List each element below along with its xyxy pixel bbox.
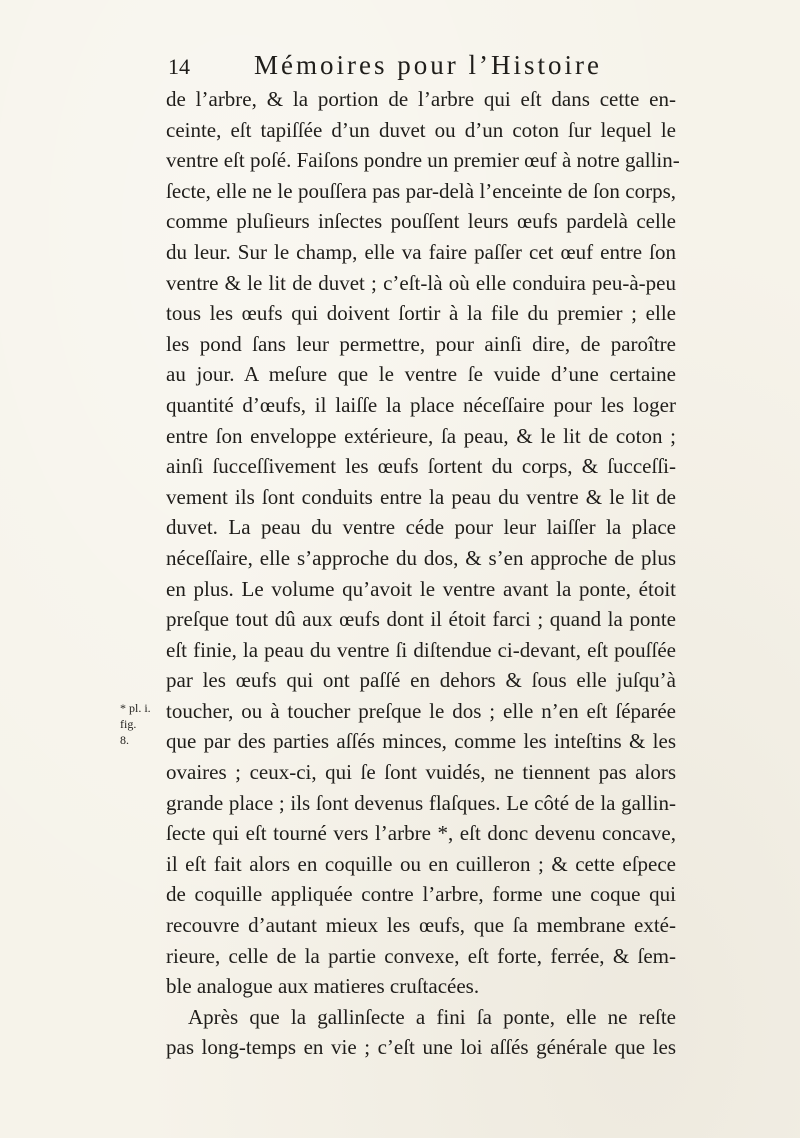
text-line: de l’arbre, & la portion de l’arbre qui eſt dans cette en- [166, 87, 676, 111]
text-line: duvet. La peau du ventre céde pour leur laiſſer la place [166, 515, 676, 540]
text-line: quantité d’œufs, il laiſſe la place néceſſaire pour les loger [166, 392, 676, 417]
text-line: vement ils ſont conduits entre la peau du ventre & le lit de [166, 484, 676, 509]
text-line: rieure, celle de la partie convexe, eſt forte, ferrée, & ſem- [166, 943, 676, 968]
text-line: ventre & le lit de duvet ; c’eſt-là où elle conduira peu-à-peu [166, 270, 676, 295]
text-line: ovaires ; ceux-ci, qui ſe ſont vuidés, ne tiennent pas alors [166, 760, 676, 785]
text-line: néceſſaire, elle s’approche du dos, & s’en approche de plus [166, 545, 676, 570]
text-line: Après que la gallinſecte a fini ſa ponte, elle ne reſte [188, 1004, 676, 1029]
text-line: au jour. A meſure que le ventre ſe vuide d’une certaine [166, 362, 676, 387]
text-line: de coquille appliquée contre l’arbre, forme une coque qui [166, 882, 676, 907]
text-line: preſque tout dû aux œufs dont il étoit farci ; quand la ponte [166, 607, 676, 632]
text-line: grande place ; ils ſont devenus flaſques. Le côté de la gallin- [166, 790, 676, 815]
text-line: par les œufs qui ont paſſé en dehors & ſous elle juſqu’à [166, 668, 676, 693]
margin-note-line: * pl. i. fig. [120, 701, 151, 731]
text-line: tous les œufs qui doivent ſortir à la file du premier ; elle [166, 301, 676, 326]
text-line: toucher, ou à toucher preſque le dos ; elle n’en eſt ſéparée [166, 698, 676, 723]
text-line: recouvre d’autant mieux les œufs, que ſa membrane exté- [166, 913, 676, 938]
text-line: entre ſon enveloppe extérieure, ſa peau, & le lit de coton ; [166, 423, 676, 448]
text-line: en plus. Le volume qu’avoit le ventre avant la ponte, étoit [166, 576, 676, 601]
text-line: ble analogue aux matieres cruſtacées. [166, 974, 480, 999]
text-line: ainſi ſucceſſivement les œufs ſortent du corps, & ſucceſſi- [166, 454, 676, 479]
text-line: pas long-temps en vie ; c’eſt une loi aſſés générale que les [166, 1035, 676, 1060]
body-text [166, 84, 680, 1063]
text-line: ſecte qui eſt tourné vers l’arbre *, eſt donc devenu concave, [166, 821, 676, 846]
text-line: que par des parties aſſés minces, comme les inteſtins & les [166, 729, 676, 754]
running-title: Mémoires pour l’Histoire [254, 50, 602, 80]
text-line: du leur. Sur le champ, elle va faire paſſer cet œuf entre ſon [166, 239, 676, 264]
margin-note [120, 700, 166, 748]
text-line: ſecte, elle ne le pouſſera pas par-delà l’enceinte de ſon corps, [166, 178, 676, 203]
text-line: eſt finie, la peau du ventre ſi diſtendue ci-devant, eſt pouſſée [166, 637, 676, 662]
text-line: ceinte, eſt tapiſſée d’un duvet ou d’un coton ſur lequel le [166, 117, 676, 142]
page-number: 14 [168, 54, 190, 79]
text-line: ventre eſt poſé. Faiſons pondre un premier œuf à notre gallin- [166, 148, 680, 173]
text-line: comme pluſieurs inſectes pouſſent leurs œufs pardelà celle [166, 209, 676, 234]
text-line: les pond ſans leur permettre, pour ainſi dire, de paroître [166, 331, 676, 356]
text-line: il eſt fait alors en coquille ou en cuilleron ; & cette eſpece [166, 851, 676, 876]
margin-note-line: 8. [120, 733, 129, 747]
